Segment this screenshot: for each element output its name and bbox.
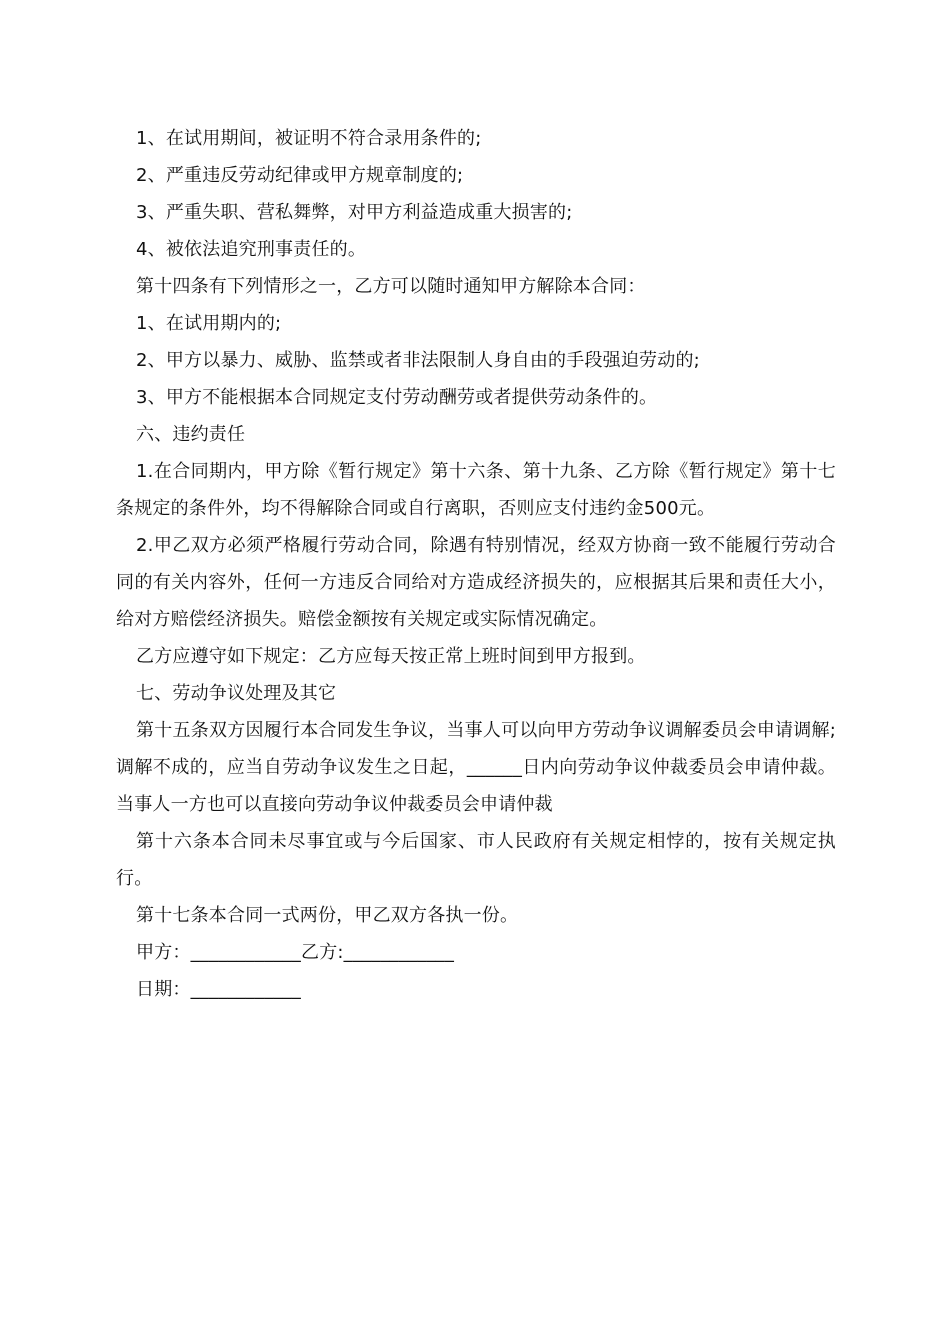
paragraph-liability-2: 2.甲乙双方必须严格履行劳动合同，除遇有特别情况，经双方协商一致不能履行劳动合同的有关内容外，任何一方违反合同给对方造成经济损失的，应根据其后果和责任大小，给对方赔偿经济损失。赔偿金额按有关规定或实际情况确定。 (116, 535, 836, 630)
paragraph-article-17: 第十七条本合同一式两份，甲乙双方各执一份。 (136, 905, 519, 926)
paragraph-article-14: 第十四条有下列情形之一，乙方可以随时通知甲方解除本合同： (136, 276, 646, 297)
document-page (116, 120, 836, 1008)
paragraph-article-14-item-2: 2、甲方以暴力、威胁、监禁或者非法限制人身自由的手段强迫劳动的; (136, 350, 700, 371)
signature-line-parties: 甲方：____________乙方:____________ (136, 942, 455, 963)
paragraph-clause-2: 2、严重违反劳动纪律或甲方规章制度的; (136, 165, 464, 186)
signature-line-date: 日期：____________ (136, 979, 301, 1000)
section-heading-liability: 六、违约责任 (136, 424, 246, 445)
paragraph-clause-4: 4、被依法追究刑事责任的。 (136, 239, 367, 260)
paragraph-employee-rules: 乙方应遵守如下规定：乙方应每天按正常上班时间到甲方报到。 (136, 646, 646, 667)
section-heading-disputes: 七、劳动争议处理及其它 (136, 683, 337, 704)
paragraph-article-14-item-1: 1、在试用期内的; (136, 313, 282, 334)
paragraph-liability-1: 1.在合同期内，甲方除《暂行规定》第十六条、第十九条、乙方除《暂行规定》第十七条规定的条件外，均不得解除合同或自行离职，否则应支付违约金500元。 (116, 461, 836, 519)
paragraph-clause-1: 1、在试用期间，被证明不符合录用条件的; (136, 128, 482, 149)
paragraph-clause-3: 3、严重失职、营私舞弊，对甲方利益造成重大损害的; (136, 202, 573, 223)
paragraph-article-16: 第十六条本合同未尽事宜或与今后国家、市人民政府有关规定相悖的，按有关规定执行。 (116, 831, 836, 889)
paragraph-article-15: 第十五条双方因履行本合同发生争议，当事人可以向甲方劳动争议调解委员会申请调解;调解不成的，应当自劳动争议发生之日起，______日内向劳动争议仲裁委员会申请仲裁。当事人一方也可以直接向劳动争议仲裁委员会申请仲裁 (116, 720, 836, 815)
paragraph-article-14-item-3: 3、甲方不能根据本合同规定支付劳动酬劳或者提供劳动条件的。 (136, 387, 658, 408)
